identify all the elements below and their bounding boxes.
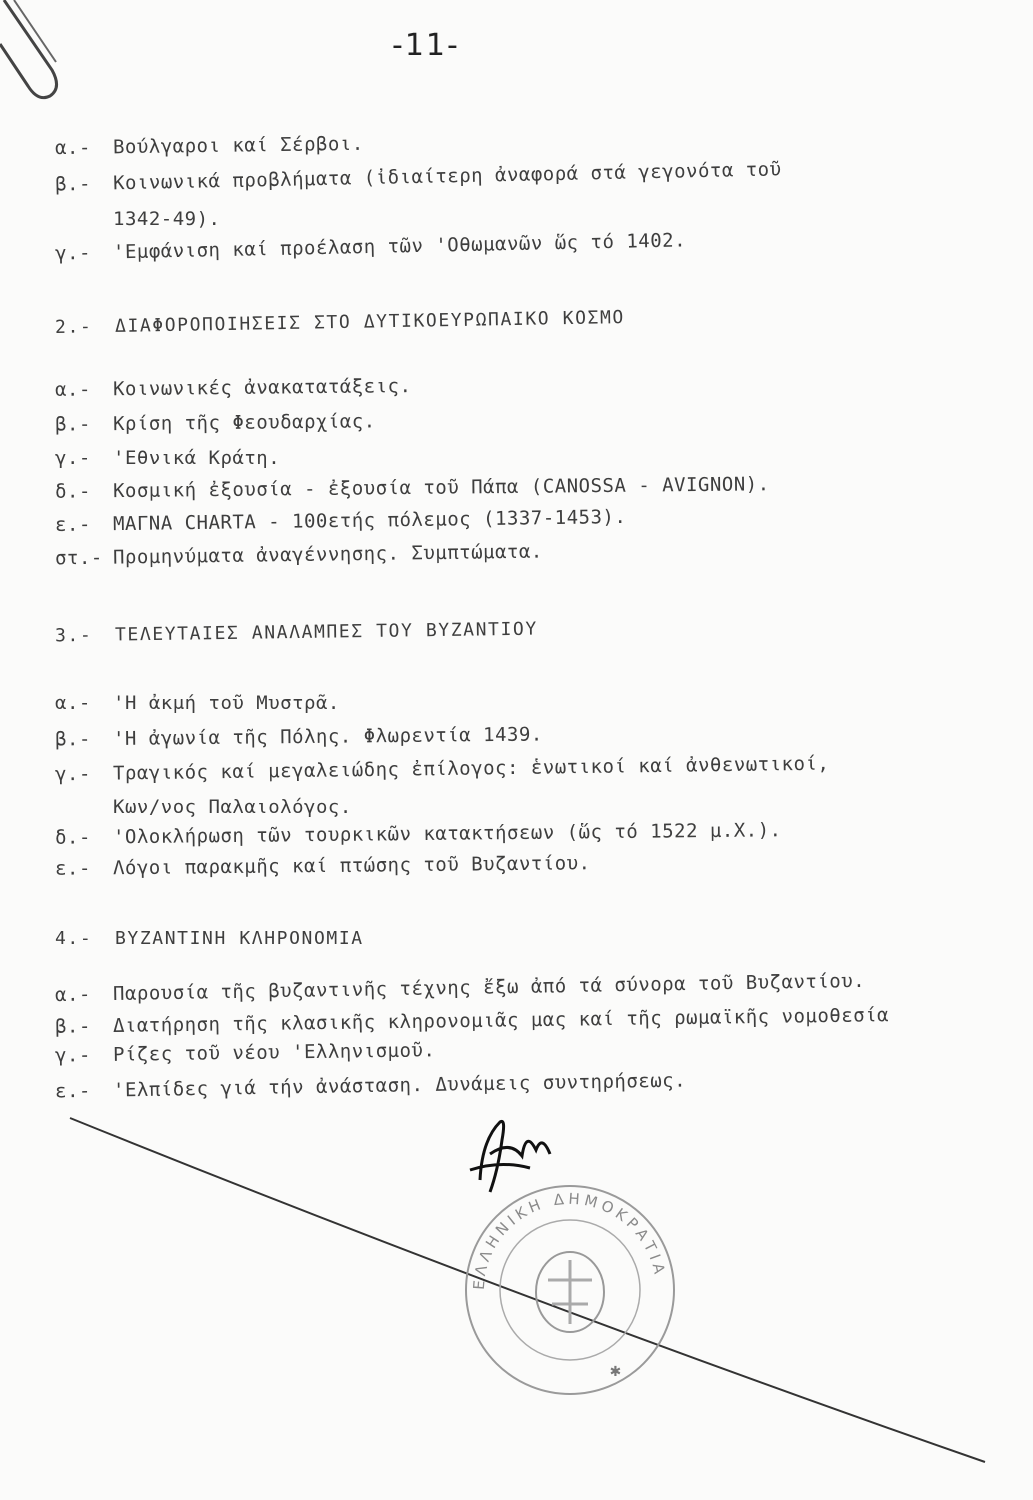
list-item: β.- Κοινωνικά προβλήματα (ἰδιαίτερη ἀναφορά στά γεγονότα τοῦ bbox=[54, 158, 782, 196]
svg-text:ΕΛΛΗΝΙΚΗ ΔΗΜΟΚΡΑΤΙΑ: ΕΛΛΗΝΙΚΗ ΔΗΜΟΚΡΑΤΙΑ bbox=[469, 1189, 670, 1291]
list-item: ε.- 'Ελπίδες γιά τήν ἀνάσταση. Δυνάμεις συντηρήσεως. bbox=[54, 1069, 687, 1103]
list-item: α.- 'Η ἀκμή τοῦ Μυστρᾶ. bbox=[55, 692, 340, 714]
page-number: -11- bbox=[392, 28, 460, 63]
section-heading: 2.- ΔΙΑΦΟΡΟΠΟΙΗΣΕΙΣ ΣΤΟ ΔΥΤΙΚΟΕΥΡΩΠΑΙΚΟ ΚΟΣΜΟ bbox=[54, 307, 626, 338]
list-item: α.- Βούλγαροι καί Σέρβοι. bbox=[54, 132, 364, 160]
list-item: β.- 'Η ἀγωνία τῆς Πόλης. Φλωρεντία 1439. bbox=[54, 723, 543, 751]
section-heading: 3.- ΤΕΛΕΥΤΑΙΕΣ ΑΝΑΛΑΜΠΕΣ ΤΟΥ ΒΥΖΑΝΤΙΟΥ bbox=[54, 618, 538, 647]
list-item: γ.- Τραγικός καί μεγαλειώδης ἐπίλογος: ἑνωτικοί καί ἀνθενωτικοί, bbox=[54, 752, 830, 786]
official-stamp bbox=[460, 1180, 680, 1400]
star-icon: ✱ bbox=[610, 1360, 621, 1381]
list-item: ε.- ΜΑΓΝΑ CHARTA - 100ετής πόλεμος (1337-1453). bbox=[54, 506, 627, 536]
list-item: γ.- Ρίζες τοῦ νέου 'Ελληνισμοῦ. bbox=[54, 1039, 436, 1067]
paperclip-mark bbox=[0, 0, 90, 110]
list-item: ε.- Λόγοι παρακμῆς καί πτώσης τοῦ Βυζαντίου. bbox=[54, 852, 591, 880]
section-heading: 4.- ΒΥΖΑΝΤΙΝΗ ΚΛΗΡΟΝΟΜΙΑ bbox=[55, 928, 364, 949]
list-item: δ.- Κοσμική ἐξουσία - ἐξουσία τοῦ Πάπα (CANOSSA - AVIGNON). bbox=[54, 473, 770, 503]
list-item: 1342-49). bbox=[113, 208, 221, 230]
list-item: Κων/νος Παλαιολόγος. bbox=[113, 796, 352, 818]
list-item: γ.- 'Εθνικά Κράτη. bbox=[55, 447, 281, 469]
list-item: α.- Παρουσία τῆς βυζαντινῆς τέχνης ἔξω ἀπό τά σύνορα τοῦ Βυζαντίου. bbox=[54, 969, 866, 1007]
list-item: α.- Κοινωνικές ἀνακατατάξεις. bbox=[54, 375, 412, 401]
list-item: δ.- 'Ολοκλήρωση τῶν τουρκικῶν κατακτήσεων (ὥς τό 1522 μ.Χ.). bbox=[54, 819, 782, 849]
list-item: γ.- 'Εμφάνιση καί προέλαση τῶν 'Οθωμανῶν ὥς τό 1402. bbox=[54, 229, 687, 265]
list-item: στ.- Προμηνύματα ἀναγέννησης. Συμπτώματα. bbox=[54, 540, 543, 570]
list-item: β.- Διατήρηση τῆς κλασικῆς κληρονομιᾶς μας καί τῆς ρωμαϊκῆς νομοθεσία bbox=[54, 1004, 890, 1038]
list-item: β.- Κρίση τῆς Φεουδαρχίας. bbox=[54, 410, 376, 436]
